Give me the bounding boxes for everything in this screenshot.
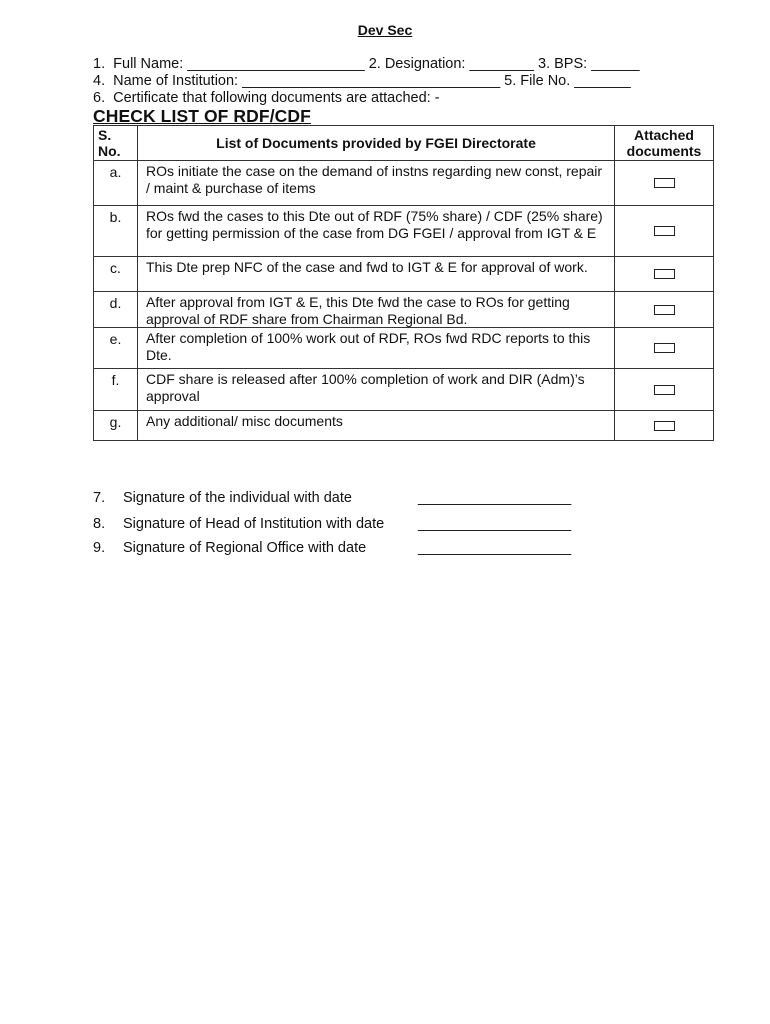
attached-header-line2: documents — [626, 143, 702, 159]
attached-header-line1: Attached — [634, 127, 694, 143]
row-sno: a. — [94, 161, 138, 206]
signature-label: Signature of Head of Institution with date — [123, 516, 385, 532]
institution-file-line: 4. Name of Institution: ________________________________ 5. File No. _______ — [93, 73, 631, 89]
signature-row-individual — [93, 490, 713, 508]
table-row — [94, 292, 714, 328]
attached-checkbox[interactable] — [654, 305, 675, 315]
table-row — [94, 161, 714, 206]
attached-header — [615, 126, 714, 161]
attached-cell — [615, 411, 714, 441]
attached-cell — [615, 161, 714, 206]
attached-cell — [615, 292, 714, 328]
row-sno: d. — [94, 292, 138, 328]
signature-label: Signature of the individual with date — [123, 490, 352, 506]
attached-checkbox[interactable] — [654, 226, 675, 236]
row-text: ROs fwd the cases to this Dte out of RDF (75% share) / CDF (25% share) for getting permission of the case from DG FGEI / approval from IGT & E — [138, 206, 615, 257]
sno-header: S. No. — [94, 126, 138, 161]
row-text: After approval from IGT & E, this Dte fwd the case to ROs for getting approval of RDF share from Chairman Regional Bd. — [138, 292, 615, 328]
signature-line[interactable]: ___________________ — [418, 490, 572, 506]
table-row — [94, 257, 714, 292]
row-text: After completion of 100% work out of RDF, ROs fwd RDC reports to this Dte. — [138, 328, 615, 369]
attached-cell — [615, 369, 714, 411]
row-text: CDF share is released after 100% completion of work and DIR (Adm)’s approval — [138, 369, 615, 411]
table-row — [94, 411, 714, 441]
signature-number: 9. — [93, 540, 106, 556]
signature-number: 8. — [93, 516, 106, 532]
attached-cell — [615, 206, 714, 257]
row-text: ROs initiate the case on the demand of instns regarding new const, repair / maint & purchase of items — [138, 161, 615, 206]
checklist-table — [93, 125, 714, 441]
table-row — [94, 206, 714, 257]
attached-checkbox[interactable] — [654, 421, 675, 431]
row-sno: e. — [94, 328, 138, 369]
attached-checkbox[interactable] — [654, 343, 675, 353]
table-row — [94, 369, 714, 411]
attached-cell — [615, 257, 714, 292]
attached-checkbox[interactable] — [654, 178, 675, 188]
signature-label: Signature of Regional Office with date — [123, 540, 367, 556]
signature-row-head — [93, 516, 713, 534]
signature-line[interactable]: ___________________ — [418, 540, 572, 556]
row-sno: f. — [94, 369, 138, 411]
list-header: List of Documents provided by FGEI Directorate — [138, 126, 615, 161]
checklist-title: CHECK LIST OF RDF/CDF — [93, 106, 311, 126]
signature-number: 7. — [93, 490, 106, 506]
row-text: This Dte prep NFC of the case and fwd to IGT & E for approval of work. — [138, 257, 615, 292]
signature-line[interactable]: ___________________ — [418, 516, 572, 532]
row-sno: c. — [94, 257, 138, 292]
name-designation-bps-line: 1. Full Name: ______________________ 2. Designation: ________ 3. BPS: ______ — [93, 56, 640, 72]
certificate-line: 6. Certificate that following documents are attached: - — [93, 90, 440, 106]
attached-checkbox[interactable] — [654, 269, 675, 279]
page-title: Dev Sec — [357, 22, 413, 38]
table-header-row — [94, 126, 714, 161]
row-sno: g. — [94, 411, 138, 441]
table-row — [94, 328, 714, 369]
signature-row-regional-office — [93, 540, 713, 558]
attached-checkbox[interactable] — [654, 385, 675, 395]
row-sno: b. — [94, 206, 138, 257]
attached-cell — [615, 328, 714, 369]
row-text: Any additional/ misc documents — [138, 411, 615, 441]
